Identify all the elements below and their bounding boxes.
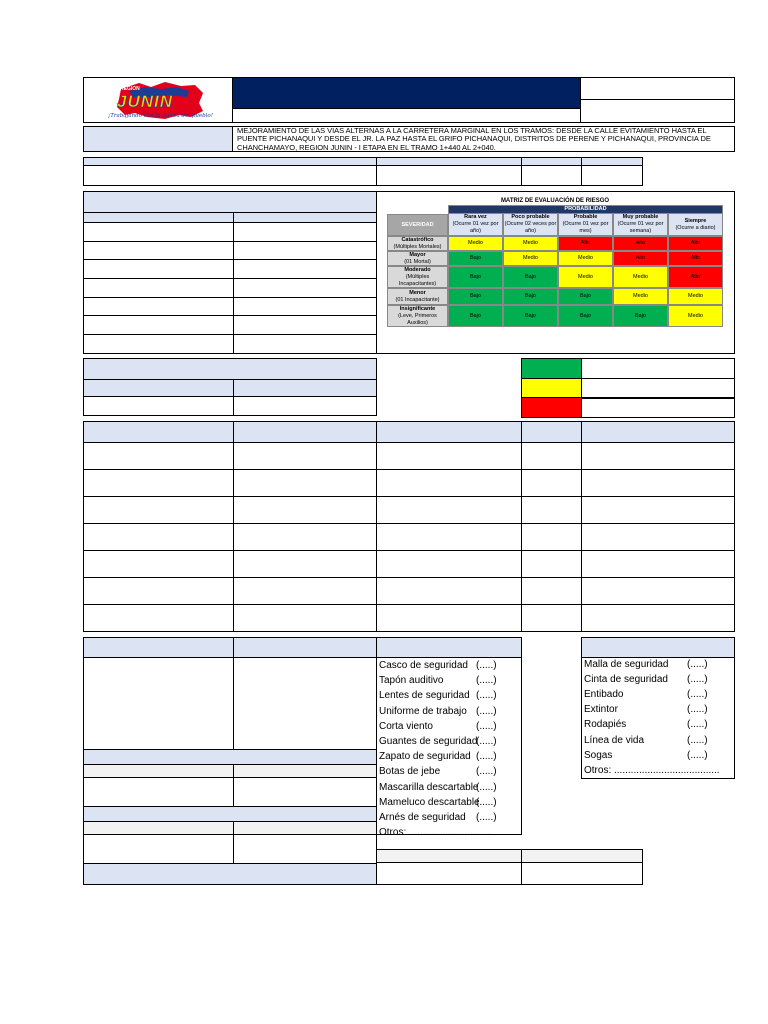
ppe-left-footer [83, 863, 377, 885]
ppe-item-label: Casco de seguridad [379, 660, 468, 671]
matrix-text: Bajo [524, 293, 536, 299]
matrix-text: Bajo [634, 312, 646, 319]
ppe-item[interactable] [584, 672, 734, 687]
matrix-text: Alto [690, 255, 701, 261]
risk-matrix [387, 197, 723, 347]
activity-cell[interactable] [233, 523, 377, 551]
activity-cell[interactable] [376, 604, 522, 632]
matrix-text: SEVERIDAD [401, 221, 434, 228]
risk-left-cell-5-b[interactable] [233, 297, 377, 316]
matrix-text: (Múltiples Incapacitantes) [398, 273, 437, 287]
matrix-text: Alto [690, 240, 701, 246]
matrix-text: Bajo [524, 273, 536, 280]
matrix-text: Medio [688, 293, 703, 299]
risk-level-cell [558, 251, 613, 266]
matrix-text: Catastrófico [401, 236, 434, 243]
risk-matrix-title: MATRIZ DE EVALUACIÓN DE RIESGO [500, 198, 610, 204]
ppe-item-label: Uniforme de trabajo [379, 705, 467, 717]
risk-left-cell-7-a[interactable] [83, 334, 234, 354]
matrix-text: Bajo [469, 293, 481, 299]
matrix-text: Alto [580, 240, 591, 246]
probability-col-5 [668, 213, 723, 236]
logo-region-text: REGION [120, 86, 140, 92]
matrix-text: Probable [573, 214, 598, 220]
matrix-text: (Ocurre 01 vez por semana) [617, 221, 664, 234]
risk-level-cell [613, 288, 668, 305]
ppe-item-quantity[interactable]: (.....) [476, 766, 497, 778]
ppe-item[interactable] [379, 795, 529, 810]
risk-level-cell [448, 305, 503, 327]
severity-row-4 [387, 288, 448, 305]
logo-name-text: JUNIN [117, 92, 174, 111]
ppe-item-quantity[interactable]: (.....) [476, 812, 497, 823]
ppe-item-label: Mascarilla descartable [379, 781, 479, 793]
risk-level-cell [503, 251, 558, 266]
risk-level-cell [668, 305, 723, 327]
severity-row-3 [387, 266, 448, 288]
severity-row-2 [387, 251, 448, 266]
ppe-item[interactable] [584, 657, 734, 672]
risk-level-cell [448, 266, 503, 288]
risk-level-cell [558, 236, 613, 251]
ppe-item-label: Lentes de seguridad [379, 690, 470, 702]
risk-level-cell [503, 288, 558, 305]
matrix-text: (01 Mortal) [404, 258, 431, 265]
project-description [232, 126, 735, 152]
risk-left-cell-5-a[interactable] [83, 297, 234, 316]
info-value-3[interactable] [521, 165, 582, 186]
ppe-item[interactable] [379, 704, 529, 719]
activity-cell[interactable] [581, 469, 735, 497]
ppe-item-quantity[interactable]: (.....) [687, 674, 708, 686]
ppe-item[interactable] [379, 825, 529, 840]
matrix-text: Muy probable [622, 214, 659, 220]
activity-cell[interactable] [376, 442, 522, 470]
risk-level-cell [503, 266, 558, 288]
ppe-item-quantity[interactable]: (.....) [476, 675, 497, 687]
level-value-1[interactable] [83, 396, 234, 416]
risk-level-cell [613, 251, 668, 266]
ppe-item[interactable] [584, 717, 734, 732]
probability-col-3 [558, 213, 613, 236]
activity-cell[interactable] [83, 577, 234, 605]
ppe-item[interactable] [379, 780, 529, 795]
code-cell [580, 77, 735, 100]
risk-left-cell-6-b[interactable] [233, 315, 377, 335]
risk-level-cell [448, 236, 503, 251]
ppe-item-quantity[interactable]: (.....) [476, 796, 497, 808]
activity-cell[interactable] [376, 577, 522, 605]
ppe-item-label: Extintor [584, 704, 618, 716]
matrix-text: Bajo [469, 273, 481, 280]
matrix-text: Medio [688, 312, 703, 319]
ppe-item-quantity[interactable]: (.....) [476, 705, 497, 717]
ppe-item-label: Entibado [584, 689, 624, 701]
ppe-item[interactable] [379, 764, 529, 779]
ppe-item-quantity[interactable]: (.....) [687, 734, 708, 746]
ppe-item-quantity[interactable]: (.....) [476, 751, 497, 763]
activity-cell[interactable] [521, 469, 582, 497]
legend-text-3[interactable] [581, 397, 735, 418]
severity-row-1 [387, 236, 448, 251]
title-bar [232, 77, 581, 109]
ppe-item-quantity[interactable]: (.....) [687, 704, 708, 716]
ppe-item-quantity[interactable]: (.....) [476, 690, 497, 702]
level-col-header-2 [233, 379, 377, 397]
matrix-text: Bajo [579, 312, 591, 319]
matrix-text: (01 Incapacitante) [395, 296, 440, 303]
matrix-text: (Múltiples Mortales) [393, 243, 442, 250]
matrix-text: Bajo [579, 293, 591, 299]
ppe-item-quantity[interactable]: (.....) [687, 749, 708, 761]
risk-level-cell [558, 266, 613, 288]
risk-level-cell [668, 251, 723, 266]
activity-cell[interactable] [233, 604, 377, 632]
legend-swatch-3 [521, 397, 582, 418]
ppe-right-header [581, 637, 735, 658]
risk-left-cell-6-a[interactable] [83, 315, 234, 335]
ppe-item-quantity[interactable]: (.....) [476, 736, 497, 747]
activity-cell[interactable] [581, 496, 735, 524]
ppe-item[interactable] [379, 719, 529, 734]
risk-level-cell [503, 305, 558, 327]
matrix-text: (Ocurre a diario) [675, 224, 716, 231]
risk-level-cell [613, 266, 668, 288]
matrix-text: Medio [578, 255, 593, 261]
ppe-item-label: Arnés de seguridad [379, 812, 466, 823]
ppe-left-cell-2[interactable] [233, 657, 377, 750]
activity-cell[interactable] [233, 496, 377, 524]
ppe-item-label: Mameluco descartable [379, 796, 480, 808]
matrix-text: (Leve, Primeros Auxilios) [398, 312, 437, 326]
activity-cell[interactable] [376, 469, 522, 497]
info-value-4[interactable] [581, 165, 643, 186]
matrix-text: Bajo [469, 255, 481, 261]
signature-label-2 [521, 849, 643, 863]
ppe-left-value-b1[interactable] [83, 834, 234, 864]
risk-level-cell [503, 236, 558, 251]
matrix-text: Medio [523, 255, 538, 261]
activity-cell[interactable] [83, 550, 234, 578]
ppe-item[interactable] [379, 658, 529, 673]
risk-left-header [83, 191, 377, 213]
activity-cell[interactable] [376, 523, 522, 551]
activity-cell[interactable] [83, 469, 234, 497]
ppe-item-label: Cinta de seguridad [584, 674, 668, 686]
ppe-item-label: Rodapiés [584, 719, 627, 731]
activity-cell[interactable] [233, 469, 377, 497]
legend-text-1[interactable] [581, 358, 735, 379]
matrix-text: Poco probable [511, 214, 550, 220]
ppe-item[interactable] [379, 749, 529, 764]
activity-col-header-1 [83, 421, 234, 443]
matrix-text: PROBABILIDAD [564, 206, 607, 212]
ppe-item[interactable] [584, 702, 734, 717]
project-description-text: MEJORAMIENTO DE LAS VIAS ALTERNAS A LA CARRETERA MARGINAL EN LOS TRAMOS: DESDE LA CALLE EVITAMIENTO HASTA EL PUENTE PICHANAQUI Y DESDE EL JR. LA PAZ HASTA EL GRIFO PICHANAQUI, DISTRITOS DE PERENE Y PICHANAQUI, PROVINCIA DE CHANCHAMAYO, REGION JUNIN - I ETAPA EN EL TRAMO 1+440 AL 2+040. [237, 126, 711, 152]
activity-cell[interactable] [233, 550, 377, 578]
level-header [83, 358, 377, 380]
ppe-item-quantity[interactable]: (.....) [687, 689, 708, 701]
risk-level-cell [558, 305, 613, 327]
ppe-item-quantity[interactable]: (.....) [687, 719, 708, 731]
activity-cell[interactable] [521, 604, 582, 632]
ppe-item[interactable] [379, 688, 529, 703]
matrix-text: (Ocurre 01 vez por año) [452, 221, 499, 234]
ppe-left-sublabel-b1 [83, 821, 234, 835]
ppe-item[interactable] [584, 687, 734, 702]
risk-left-cell-2-b[interactable] [233, 241, 377, 260]
severity-row-5 [387, 305, 448, 327]
legend-swatch-2 [521, 378, 582, 399]
level-value-2[interactable] [233, 396, 377, 416]
ppe-left-value-a1[interactable] [83, 777, 234, 807]
risk-level-cell [613, 236, 668, 251]
activity-cell[interactable] [233, 577, 377, 605]
risk-left-cell-1-a[interactable] [83, 222, 234, 242]
ppe-left-value-a2[interactable] [233, 777, 377, 807]
activity-cell[interactable] [521, 442, 582, 470]
ppe-item-label: Corta viento [379, 720, 433, 732]
logo-cell [83, 77, 233, 123]
risk-level-cell [668, 236, 723, 251]
ppe-left-subheader-b [83, 806, 377, 822]
ppe-left-header-2 [233, 637, 377, 658]
risk-left-cell-7-b[interactable] [233, 334, 377, 354]
ppe-left-value-b2[interactable] [233, 834, 377, 864]
info-value-2[interactable] [376, 165, 522, 186]
ppe-left-sublabel-a1 [83, 764, 234, 778]
version-cell [580, 99, 735, 123]
risk-level-cell [668, 288, 723, 305]
activity-cell[interactable] [521, 577, 582, 605]
activity-cell[interactable] [376, 496, 522, 524]
ppe-item[interactable] [379, 734, 529, 749]
risk-left-cell-2-a[interactable] [83, 241, 234, 260]
risk-left-cell-3-b[interactable] [233, 259, 377, 279]
matrix-text: Insignificante [399, 305, 436, 312]
matrix-text: Medio [633, 293, 648, 299]
ppe-left-sublabel-a2 [233, 764, 377, 778]
ppe-item-quantity[interactable]: (.....) [476, 781, 497, 793]
activity-cell[interactable] [233, 442, 377, 470]
ppe-item-label: Guantes de seguridad [379, 736, 478, 747]
matrix-text: (Ocurre 02 veces por año) [504, 221, 557, 234]
matrix-text: Menor [409, 289, 426, 296]
ppe-item[interactable] [584, 763, 734, 778]
ppe-item-label: Tapón auditivo [379, 675, 444, 687]
risk-level-cell [613, 305, 668, 327]
ppe-item-label: Línea de vida [584, 734, 645, 746]
title-bar-lower [232, 108, 581, 123]
ppe-item[interactable] [584, 733, 734, 748]
risk-level-cell [448, 288, 503, 305]
activity-cell[interactable] [521, 496, 582, 524]
ppe-left-cell-1[interactable] [83, 657, 234, 750]
ppe-item-label: Malla de seguridad [584, 659, 669, 670]
risk-left-cell-1-b[interactable] [233, 222, 377, 242]
ppe-item[interactable] [379, 673, 529, 688]
matrix-text: Alto [635, 240, 646, 246]
ppe-item-quantity[interactable]: (.....) [476, 720, 497, 732]
activity-col-header-5 [581, 421, 735, 443]
ppe-item-quantity[interactable]: (.....) [687, 659, 708, 670]
ppe-item[interactable] [379, 810, 529, 825]
matrix-text: Bajo [469, 312, 481, 319]
level-col-header-1 [83, 379, 234, 397]
activity-col-header-2 [233, 421, 377, 443]
activity-cell[interactable] [83, 442, 234, 470]
ppe-left-subheader-a [83, 749, 377, 765]
risk-left-cell-4-a[interactable] [83, 278, 234, 298]
info-value-1[interactable] [83, 165, 377, 186]
matrix-text: Medio [633, 273, 648, 280]
ppe-item-label: Otros: .............................. [379, 827, 493, 839]
signature-label-1 [376, 849, 522, 863]
signature-value-1[interactable] [376, 862, 522, 885]
activity-cell[interactable] [521, 523, 582, 551]
probability-col-2 [503, 213, 558, 236]
risk-level-cell [668, 266, 723, 288]
probability-col-4 [613, 213, 668, 236]
matrix-text: Alto [635, 255, 646, 261]
ppe-item-label: Otros: ...................................... [584, 764, 720, 776]
ppe-item[interactable] [584, 748, 734, 763]
activity-cell[interactable] [581, 550, 735, 578]
ppe-item-quantity[interactable]: (.....) [476, 660, 497, 671]
ppe-left-sublabel-b2 [233, 821, 377, 835]
matrix-text: Alto [690, 273, 701, 280]
legend-text-2[interactable] [581, 378, 735, 399]
probability-col-1 [448, 213, 503, 236]
matrix-text: Rara vez [464, 214, 487, 220]
matrix-text: Medio [523, 240, 538, 246]
matrix-text: Medio [578, 273, 593, 280]
matrix-text: Mayor [409, 251, 426, 258]
activity-cell[interactable] [83, 496, 234, 524]
matrix-text: Medio [468, 240, 483, 246]
activity-cell[interactable] [376, 550, 522, 578]
risk-level-cell [448, 251, 503, 266]
matrix-text: Siempre [684, 217, 707, 224]
activity-cell[interactable] [581, 604, 735, 632]
matrix-text: (Ocurre 01 vez por mes) [562, 221, 609, 234]
activity-cell[interactable] [581, 577, 735, 605]
activity-col-header-3 [376, 421, 522, 443]
activity-cell[interactable] [83, 604, 234, 632]
ppe-left-header-1 [83, 637, 234, 658]
risk-left-cell-4-b[interactable] [233, 278, 377, 298]
activity-cell[interactable] [581, 442, 735, 470]
ppe-item-label: Botas de jebe [379, 766, 441, 778]
activity-col-header-4 [521, 421, 582, 443]
activity-cell[interactable] [521, 550, 582, 578]
logo-slogan-text: ¡Trabajando con la fuerza del pueblo! [108, 113, 213, 119]
activity-cell[interactable] [83, 523, 234, 551]
signature-value-2[interactable] [521, 862, 643, 885]
ppe-item-label: Sogas [584, 749, 613, 761]
activity-cell[interactable] [581, 523, 735, 551]
ppe-item-label: Zapato de seguridad [379, 751, 471, 763]
project-label-cell [83, 126, 233, 152]
ppe-center-header [376, 637, 522, 658]
legend-swatch-1 [521, 358, 582, 379]
risk-level-cell [558, 288, 613, 305]
severity-header [387, 214, 448, 236]
risk-left-cell-3-a[interactable] [83, 259, 234, 279]
matrix-text: Bajo [524, 312, 536, 319]
matrix-text: Moderado [404, 266, 431, 273]
